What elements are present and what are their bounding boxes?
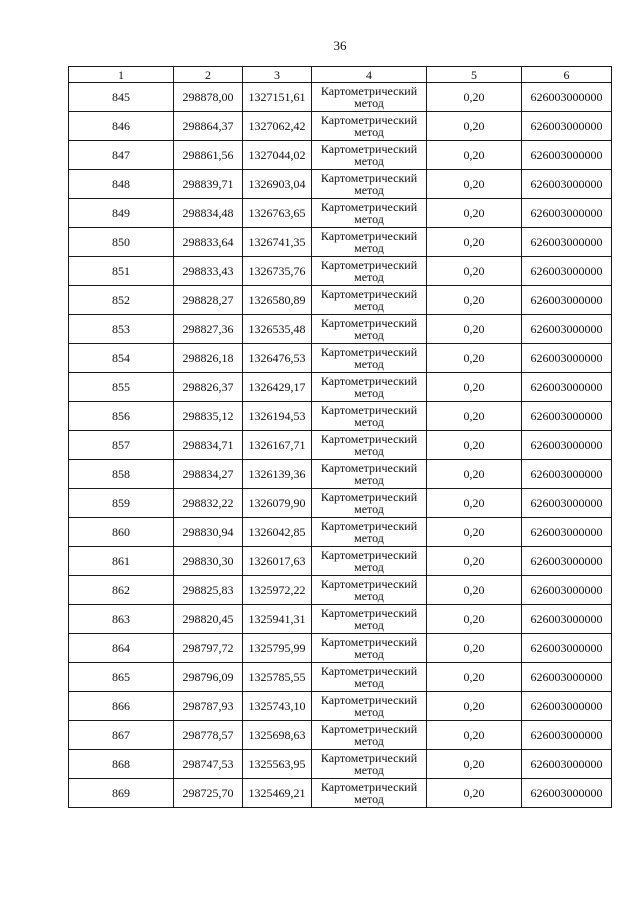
- method-cell: Картометрический метод: [312, 431, 427, 460]
- point-number-cell: 856: [69, 402, 174, 431]
- precision-cell: 0,20: [427, 721, 522, 750]
- y-coordinate-cell: 1325972,22: [243, 576, 312, 605]
- code-cell: 626003000000: [522, 547, 612, 576]
- x-coordinate-cell: 298864,37: [174, 112, 243, 141]
- y-coordinate-cell: 1325743,10: [243, 692, 312, 721]
- code-cell: 626003000000: [522, 315, 612, 344]
- table-row: [69, 576, 612, 605]
- y-coordinate-cell: 1326194,53: [243, 402, 312, 431]
- table-row: [69, 721, 612, 750]
- point-number-cell: 848: [69, 170, 174, 199]
- table-row: [69, 344, 612, 373]
- precision-cell: 0,20: [427, 112, 522, 141]
- method-cell: Картометрический метод: [312, 692, 427, 721]
- code-cell: 626003000000: [522, 344, 612, 373]
- precision-cell: 0,20: [427, 228, 522, 257]
- table-row: [69, 663, 612, 692]
- method-cell: Картометрический метод: [312, 605, 427, 634]
- method-cell: Картометрический метод: [312, 663, 427, 692]
- point-number-cell: 858: [69, 460, 174, 489]
- table-row: [69, 489, 612, 518]
- point-number-cell: 852: [69, 286, 174, 315]
- y-coordinate-cell: 1326017,63: [243, 547, 312, 576]
- y-coordinate-cell: 1327062,42: [243, 112, 312, 141]
- code-cell: 626003000000: [522, 257, 612, 286]
- y-coordinate-cell: 1325941,31: [243, 605, 312, 634]
- column-header-6: 6: [522, 67, 612, 83]
- y-coordinate-cell: 1325795,99: [243, 634, 312, 663]
- method-cell: Картометрический метод: [312, 402, 427, 431]
- table-row: [69, 692, 612, 721]
- code-cell: 626003000000: [522, 373, 612, 402]
- table-row: [69, 431, 612, 460]
- header-row: [69, 67, 612, 83]
- table-row: [69, 402, 612, 431]
- method-cell: Картометрический метод: [312, 547, 427, 576]
- table-row: [69, 170, 612, 199]
- column-header-4: 4: [312, 67, 427, 83]
- column-header-2: 2: [174, 67, 243, 83]
- code-cell: 626003000000: [522, 750, 612, 779]
- precision-cell: 0,20: [427, 83, 522, 112]
- column-header-3: 3: [243, 67, 312, 83]
- code-cell: 626003000000: [522, 779, 612, 808]
- method-cell: Картометрический метод: [312, 518, 427, 547]
- x-coordinate-cell: 298827,36: [174, 315, 243, 344]
- code-cell: 626003000000: [522, 576, 612, 605]
- y-coordinate-cell: 1326429,17: [243, 373, 312, 402]
- precision-cell: 0,20: [427, 402, 522, 431]
- y-coordinate-cell: 1326741,35: [243, 228, 312, 257]
- x-coordinate-cell: 298861,56: [174, 141, 243, 170]
- code-cell: 626003000000: [522, 721, 612, 750]
- point-number-cell: 865: [69, 663, 174, 692]
- code-cell: 626003000000: [522, 402, 612, 431]
- table-row: [69, 199, 612, 228]
- y-coordinate-cell: 1325469,21: [243, 779, 312, 808]
- point-number-cell: 860: [69, 518, 174, 547]
- table-row: [69, 315, 612, 344]
- point-number-cell: 847: [69, 141, 174, 170]
- point-number-cell: 849: [69, 199, 174, 228]
- x-coordinate-cell: 298778,57: [174, 721, 243, 750]
- point-number-cell: 862: [69, 576, 174, 605]
- precision-cell: 0,20: [427, 141, 522, 170]
- y-coordinate-cell: 1326763,65: [243, 199, 312, 228]
- x-coordinate-cell: 298834,71: [174, 431, 243, 460]
- precision-cell: 0,20: [427, 750, 522, 779]
- y-coordinate-cell: 1326535,48: [243, 315, 312, 344]
- table-row: [69, 779, 612, 808]
- method-cell: Картометрический метод: [312, 112, 427, 141]
- table-body: [69, 83, 612, 808]
- point-number-cell: 867: [69, 721, 174, 750]
- x-coordinate-cell: 298747,53: [174, 750, 243, 779]
- table-row: [69, 605, 612, 634]
- point-number-cell: 859: [69, 489, 174, 518]
- x-coordinate-cell: 298828,27: [174, 286, 243, 315]
- x-coordinate-cell: 298787,93: [174, 692, 243, 721]
- code-cell: 626003000000: [522, 518, 612, 547]
- x-coordinate-cell: 298820,45: [174, 605, 243, 634]
- x-coordinate-cell: 298834,27: [174, 460, 243, 489]
- point-number-cell: 846: [69, 112, 174, 141]
- y-coordinate-cell: 1325563,95: [243, 750, 312, 779]
- method-cell: Картометрический метод: [312, 721, 427, 750]
- method-cell: Картометрический метод: [312, 460, 427, 489]
- precision-cell: 0,20: [427, 489, 522, 518]
- method-cell: Картометрический метод: [312, 315, 427, 344]
- x-coordinate-cell: 298796,09: [174, 663, 243, 692]
- y-coordinate-cell: 1326580,89: [243, 286, 312, 315]
- point-number-cell: 853: [69, 315, 174, 344]
- point-number-cell: 851: [69, 257, 174, 286]
- precision-cell: 0,20: [427, 460, 522, 489]
- method-cell: Картометрический метод: [312, 170, 427, 199]
- y-coordinate-cell: 1325698,63: [243, 721, 312, 750]
- code-cell: 626003000000: [522, 663, 612, 692]
- method-cell: Картометрический метод: [312, 750, 427, 779]
- y-coordinate-cell: 1326139,36: [243, 460, 312, 489]
- precision-cell: 0,20: [427, 373, 522, 402]
- code-cell: 626003000000: [522, 692, 612, 721]
- point-number-cell: 863: [69, 605, 174, 634]
- y-coordinate-cell: 1326079,90: [243, 489, 312, 518]
- point-number-cell: 845: [69, 83, 174, 112]
- precision-cell: 0,20: [427, 547, 522, 576]
- precision-cell: 0,20: [427, 431, 522, 460]
- x-coordinate-cell: 298833,43: [174, 257, 243, 286]
- x-coordinate-cell: 298830,30: [174, 547, 243, 576]
- table-row: [69, 750, 612, 779]
- table-row: [69, 112, 612, 141]
- point-number-cell: 854: [69, 344, 174, 373]
- precision-cell: 0,20: [427, 199, 522, 228]
- table-row: [69, 83, 612, 112]
- x-coordinate-cell: 298825,83: [174, 576, 243, 605]
- precision-cell: 0,20: [427, 576, 522, 605]
- precision-cell: 0,20: [427, 605, 522, 634]
- method-cell: Картометрический метод: [312, 373, 427, 402]
- precision-cell: 0,20: [427, 286, 522, 315]
- y-coordinate-cell: 1327044,02: [243, 141, 312, 170]
- code-cell: 626003000000: [522, 431, 612, 460]
- point-number-cell: 866: [69, 692, 174, 721]
- y-coordinate-cell: 1325785,55: [243, 663, 312, 692]
- code-cell: 626003000000: [522, 228, 612, 257]
- method-cell: Картометрический метод: [312, 489, 427, 518]
- method-cell: Картометрический метод: [312, 199, 427, 228]
- page-number: 36: [333, 38, 347, 53]
- table-row: [69, 286, 612, 315]
- column-header-1: 1: [69, 67, 174, 83]
- precision-cell: 0,20: [427, 170, 522, 199]
- point-number-cell: 857: [69, 431, 174, 460]
- precision-cell: 0,20: [427, 315, 522, 344]
- point-number-cell: 855: [69, 373, 174, 402]
- code-cell: 626003000000: [522, 460, 612, 489]
- method-cell: Картометрический метод: [312, 141, 427, 170]
- x-coordinate-cell: 298834,48: [174, 199, 243, 228]
- x-coordinate-cell: 298878,00: [174, 83, 243, 112]
- x-coordinate-cell: 298835,12: [174, 402, 243, 431]
- code-cell: 626003000000: [522, 83, 612, 112]
- y-coordinate-cell: 1326903,04: [243, 170, 312, 199]
- table-row: [69, 141, 612, 170]
- method-cell: Картометрический метод: [312, 634, 427, 663]
- y-coordinate-cell: 1326167,71: [243, 431, 312, 460]
- code-cell: 626003000000: [522, 199, 612, 228]
- precision-cell: 0,20: [427, 692, 522, 721]
- y-coordinate-cell: 1326476,53: [243, 344, 312, 373]
- column-header-5: 5: [427, 67, 522, 83]
- precision-cell: 0,20: [427, 344, 522, 373]
- table-row: [69, 460, 612, 489]
- code-cell: 626003000000: [522, 112, 612, 141]
- point-number-cell: 850: [69, 228, 174, 257]
- code-cell: 626003000000: [522, 489, 612, 518]
- point-number-cell: 861: [69, 547, 174, 576]
- method-cell: Картометрический метод: [312, 257, 427, 286]
- table-row: [69, 373, 612, 402]
- method-cell: Картометрический метод: [312, 344, 427, 373]
- x-coordinate-cell: 298832,22: [174, 489, 243, 518]
- table-row: [69, 634, 612, 663]
- coordinates-table: [68, 66, 612, 808]
- x-coordinate-cell: 298826,37: [174, 373, 243, 402]
- x-coordinate-cell: 298797,72: [174, 634, 243, 663]
- x-coordinate-cell: 298830,94: [174, 518, 243, 547]
- x-coordinate-cell: 298826,18: [174, 344, 243, 373]
- table-row: [69, 257, 612, 286]
- code-cell: 626003000000: [522, 170, 612, 199]
- precision-cell: 0,20: [427, 518, 522, 547]
- table-row: [69, 228, 612, 257]
- y-coordinate-cell: 1326735,76: [243, 257, 312, 286]
- table-row: [69, 547, 612, 576]
- precision-cell: 0,20: [427, 663, 522, 692]
- code-cell: 626003000000: [522, 634, 612, 663]
- method-cell: Картометрический метод: [312, 779, 427, 808]
- point-number-cell: 869: [69, 779, 174, 808]
- code-cell: 626003000000: [522, 141, 612, 170]
- table-row: [69, 518, 612, 547]
- method-cell: Картометрический метод: [312, 83, 427, 112]
- y-coordinate-cell: 1326042,85: [243, 518, 312, 547]
- precision-cell: 0,20: [427, 779, 522, 808]
- method-cell: Картометрический метод: [312, 228, 427, 257]
- precision-cell: 0,20: [427, 634, 522, 663]
- x-coordinate-cell: 298839,71: [174, 170, 243, 199]
- x-coordinate-cell: 298725,70: [174, 779, 243, 808]
- point-number-cell: 864: [69, 634, 174, 663]
- point-number-cell: 868: [69, 750, 174, 779]
- y-coordinate-cell: 1327151,61: [243, 83, 312, 112]
- precision-cell: 0,20: [427, 257, 522, 286]
- method-cell: Картометрический метод: [312, 576, 427, 605]
- code-cell: 626003000000: [522, 286, 612, 315]
- x-coordinate-cell: 298833,64: [174, 228, 243, 257]
- code-cell: 626003000000: [522, 605, 612, 634]
- method-cell: Картометрический метод: [312, 286, 427, 315]
